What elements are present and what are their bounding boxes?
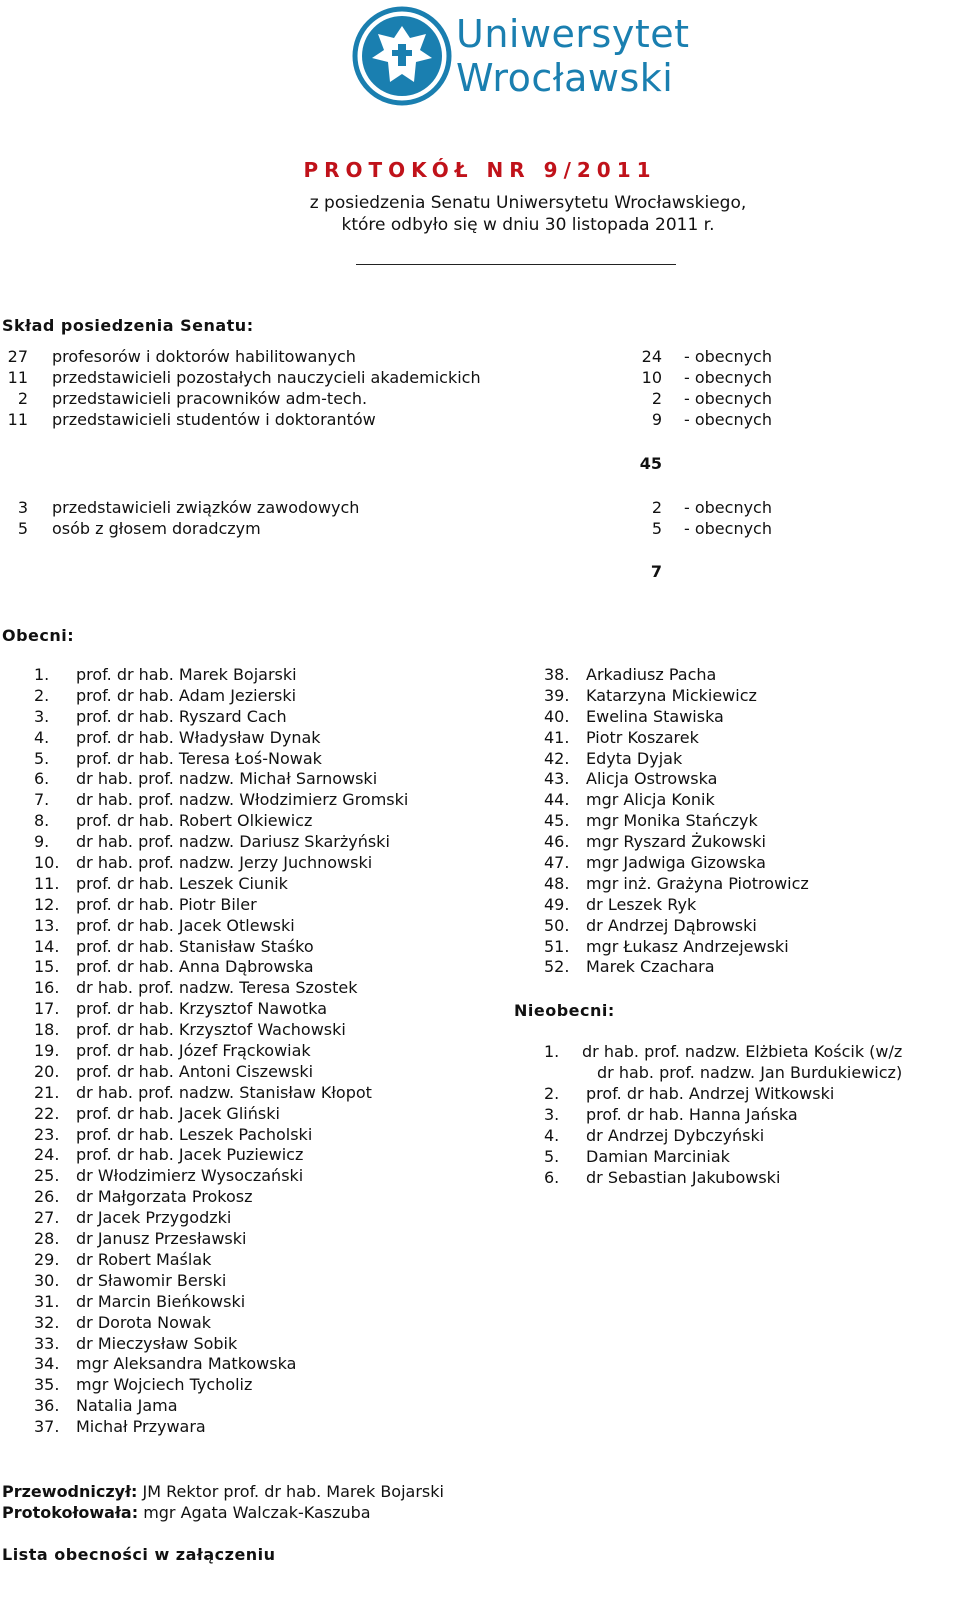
item-number: 36. [34, 1396, 60, 1416]
item-name: prof. dr hab. Jacek Puziewicz [76, 1145, 304, 1165]
item-number: 6. [34, 769, 50, 789]
item-name: prof. dr hab. Leszek Ciunik [76, 873, 288, 893]
item-name: dr Leszek Ryk [586, 894, 697, 914]
item-number: 8. [34, 811, 50, 831]
item-number: 4. [34, 727, 50, 747]
absent-item-1-line-1: dr hab. prof. nadzw. Elżbieta Kościk (w/z [582, 1042, 903, 1061]
item-name: dr Dorota Nowak [76, 1312, 212, 1332]
row-status: - obecnych [684, 410, 772, 429]
item-number: 34. [34, 1354, 60, 1374]
item-number: 45. [544, 811, 570, 831]
row-present-count: 24 [641, 347, 662, 366]
item-name: prof. dr hab. Leszek Pacholski [76, 1124, 313, 1144]
item-name: Damian Marciniak [586, 1146, 730, 1166]
chair-line [2, 1482, 444, 1501]
row-quota: 11 [7, 368, 28, 387]
item-name: dr Małgorzata Prokosz [76, 1187, 253, 1207]
item-number: 23. [34, 1124, 60, 1144]
item-number: 32. [34, 1312, 60, 1332]
item-number: 10. [34, 853, 60, 873]
item-number: 51. [544, 936, 570, 956]
item-number: 29. [34, 1249, 60, 1269]
item-number: 9. [34, 832, 50, 852]
row-label: przedstawicieli pozostałych nauczycieli akademickich [52, 368, 481, 387]
row-present-count: 2 [651, 498, 662, 517]
item-name: dr hab. prof. nadzw. Michał Sarnowski [76, 769, 378, 789]
item-name: mgr Ryszard Żukowski [586, 832, 766, 852]
item-name: prof. dr hab. Jacek Gliński [76, 1103, 280, 1123]
row-quota: 11 [7, 410, 28, 429]
subtitle-line-1: z posiedzenia Senatu Uniwersytetu Wrocławskiego, [309, 193, 747, 213]
university-logo [352, 4, 690, 112]
item-name: mgr inż. Grażyna Piotrowicz [586, 873, 809, 893]
item-name: Edyta Dyjak [586, 748, 683, 768]
item-name: mgr Aleksandra Matkowska [76, 1354, 297, 1374]
item-number: 3. [34, 706, 50, 726]
item-name: prof. dr hab. Robert Olkiewicz [76, 811, 313, 831]
row-label: profesorów i doktorów habilitowanych [52, 347, 356, 366]
item-name: prof. dr hab. Ryszard Cach [76, 706, 287, 726]
composition-row [0, 389, 820, 410]
item-name: Michał Przywara [76, 1417, 206, 1437]
composition-row [0, 519, 820, 540]
item-name: prof. dr hab. Anna Dąbrowska [76, 957, 314, 977]
item-number: 14. [34, 936, 60, 956]
item-name: dr Andrzej Dąbrowski [586, 915, 757, 935]
row-quota: 5 [17, 519, 28, 538]
row-present-count: 2 [651, 389, 662, 408]
item-number: 2. [34, 685, 50, 705]
item-number: 33. [34, 1333, 60, 1353]
present-heading: Obecni: [2, 626, 75, 645]
item-name: mgr Jadwiga Gizowska [586, 853, 766, 873]
row-label: przedstawicieli związków zawodowych [52, 498, 360, 517]
row-present-count: 9 [651, 410, 662, 429]
row-quota: 27 [7, 347, 28, 366]
item-name: dr Sebastian Jakubowski [586, 1167, 781, 1187]
item-number: 2. [544, 1084, 560, 1103]
item-number: 27. [34, 1208, 60, 1228]
item-number: 22. [34, 1103, 60, 1123]
item-number: 1. [34, 665, 50, 684]
item-name: Alicja Ostrowska [586, 769, 718, 789]
item-number: 48. [544, 873, 570, 893]
item-number: 7. [34, 790, 50, 810]
item-name: Piotr Koszarek [586, 727, 699, 747]
chair-label: Przewodniczył: [2, 1482, 138, 1501]
composition-row [0, 410, 820, 431]
item-name: mgr Alicja Konik [586, 790, 715, 810]
row-quota: 3 [17, 498, 28, 517]
item-number: 5. [544, 1146, 560, 1166]
item-name: dr Robert Maślak [76, 1249, 212, 1269]
item-name: mgr Wojciech Tycholiz [76, 1375, 253, 1395]
item-name: dr hab. prof. nadzw. Dariusz Skarżyński [76, 832, 390, 852]
composition-heading: Skład posiedzenia Senatu: [2, 316, 254, 335]
minutes-line [2, 1503, 371, 1522]
eagle-emblem-icon [352, 4, 452, 108]
item-name: Ewelina Stawiska [586, 706, 724, 726]
item-number: 41. [544, 727, 570, 747]
item-name: prof. dr hab. Teresa Łoś-Nowak [76, 748, 322, 768]
item-name: prof. dr hab. Marek Bojarski [76, 665, 297, 684]
item-name: prof. dr hab. Adam Jezierski [76, 685, 297, 705]
row-present-count: 10 [641, 368, 662, 387]
item-number: 3. [544, 1104, 560, 1124]
item-number: 46. [544, 832, 570, 852]
item-name: prof. dr hab. Hanna Jańska [586, 1104, 798, 1124]
item-number: 40. [544, 706, 570, 726]
item-name: dr Mieczysław Sobik [76, 1333, 238, 1353]
composition-row [0, 368, 820, 389]
item-name: Marek Czachara [586, 957, 715, 977]
chair-value: JM Rektor prof. dr hab. Marek Bojarski [142, 1482, 444, 1501]
item-number: 4. [544, 1125, 560, 1145]
item-number: 42. [544, 748, 570, 768]
row-quota: 2 [17, 389, 28, 408]
item-number: 44. [544, 790, 570, 810]
item-name: mgr Łukasz Andrzejewski [586, 936, 789, 956]
item-number: 50. [544, 915, 570, 935]
item-number: 12. [34, 894, 60, 914]
item-number: 5. [34, 748, 50, 768]
row-status: - obecnych [684, 389, 772, 408]
item-number: 18. [34, 1020, 60, 1040]
item-number: 13. [34, 915, 60, 935]
subtitle-line-2: które odbyło się w dniu 30 listopada 2011 r. [341, 215, 715, 235]
item-name: dr Sławomir Berski [76, 1270, 227, 1290]
item-name: mgr Monika Stańczyk [586, 811, 758, 831]
row-status: - obecnych [684, 519, 772, 538]
item-number: 16. [34, 978, 60, 998]
item-number: 25. [34, 1166, 60, 1186]
item-number: 37. [34, 1417, 60, 1437]
minutes-value: mgr Agata Walczak-Kaszuba [143, 1503, 371, 1522]
item-number: 15. [34, 957, 60, 977]
item-name: dr hab. prof. nadzw. Jerzy Juchnowski [76, 853, 373, 873]
row-present-count: 5 [651, 519, 662, 538]
row-label: przedstawicieli studentów i doktorantów [52, 410, 376, 429]
item-name: dr Jacek Przygodzki [76, 1208, 232, 1228]
absent-item-1-line-2: dr hab. prof. nadzw. Jan Burdukiewicz) [597, 1063, 903, 1082]
logo-line-2: Wrocławski [456, 56, 674, 100]
item-number: 39. [544, 685, 570, 705]
composition-row [0, 498, 820, 519]
item-number: 24. [34, 1145, 60, 1165]
item-number: 26. [34, 1187, 60, 1207]
logo-line-1: Uniwersytet [456, 12, 690, 56]
item-name: prof. dr hab. Jacek Otlewski [76, 915, 295, 935]
item-name: prof. dr hab. Stanisław Staśko [76, 936, 314, 956]
item-number: 28. [34, 1229, 60, 1249]
group-1-total: 45 [639, 454, 662, 473]
item-number: 31. [34, 1291, 60, 1311]
item-name: dr hab. prof. nadzw. Teresa Szostek [76, 978, 358, 998]
item-number: 11. [34, 873, 60, 893]
item-number: 43. [544, 769, 570, 789]
absent-heading: Nieobecni: [514, 1001, 615, 1020]
row-status: - obecnych [684, 498, 772, 517]
absent-item-1-number: 1. [544, 1042, 560, 1061]
item-name: prof. dr hab. Władysław Dynak [76, 727, 321, 747]
item-name: Katarzyna Mickiewicz [586, 685, 757, 705]
composition-row [0, 347, 820, 368]
item-number: 17. [34, 999, 60, 1019]
item-number: 19. [34, 1041, 60, 1061]
row-status: - obecnych [684, 368, 772, 387]
item-name: prof. dr hab. Antoni Ciszewski [76, 1061, 314, 1081]
item-number: 20. [34, 1061, 60, 1081]
document-title: PROTOKÓŁ NR 9/2011 [303, 158, 657, 182]
row-label: osób z głosem doradczym [52, 519, 261, 538]
item-name: dr Włodzimierz Wysoczański [76, 1166, 304, 1186]
minutes-label: Protokołowała: [2, 1503, 139, 1522]
item-number: 52. [544, 957, 570, 977]
item-name: prof. dr hab. Krzysztof Wachowski [76, 1020, 346, 1040]
item-number: 30. [34, 1270, 60, 1290]
row-status: - obecnych [684, 347, 772, 366]
title-divider [356, 264, 676, 265]
item-name: dr Janusz Przesławski [76, 1229, 247, 1249]
item-name: dr hab. prof. nadzw. Włodzimierz Gromski [76, 790, 409, 810]
item-name: prof. dr hab. Józef Frąckowiak [76, 1041, 311, 1061]
item-number: 38. [544, 665, 570, 684]
item-name: prof. dr hab. Piotr Biler [76, 894, 257, 914]
item-name: prof. dr hab. Andrzej Witkowski [586, 1084, 835, 1103]
row-label: przedstawicieli pracowników adm-tech. [52, 389, 368, 408]
item-name: dr hab. prof. nadzw. Stanisław Kłopot [76, 1082, 372, 1102]
item-number: 49. [544, 894, 570, 914]
item-number: 47. [544, 853, 570, 873]
item-name: dr Andrzej Dybczyński [586, 1125, 765, 1145]
item-number: 21. [34, 1082, 60, 1102]
item-name: prof. dr hab. Krzysztof Nawotka [76, 999, 328, 1019]
item-number: 35. [34, 1375, 60, 1395]
item-name: Arkadiusz Pacha [586, 665, 717, 684]
attendance-note: Lista obecności w załączeniu [2, 1545, 276, 1564]
group-2-total: 7 [650, 562, 662, 581]
item-number: 6. [544, 1167, 560, 1187]
item-name: dr Marcin Bieńkowski [76, 1291, 246, 1311]
item-name: Natalia Jama [76, 1396, 178, 1416]
